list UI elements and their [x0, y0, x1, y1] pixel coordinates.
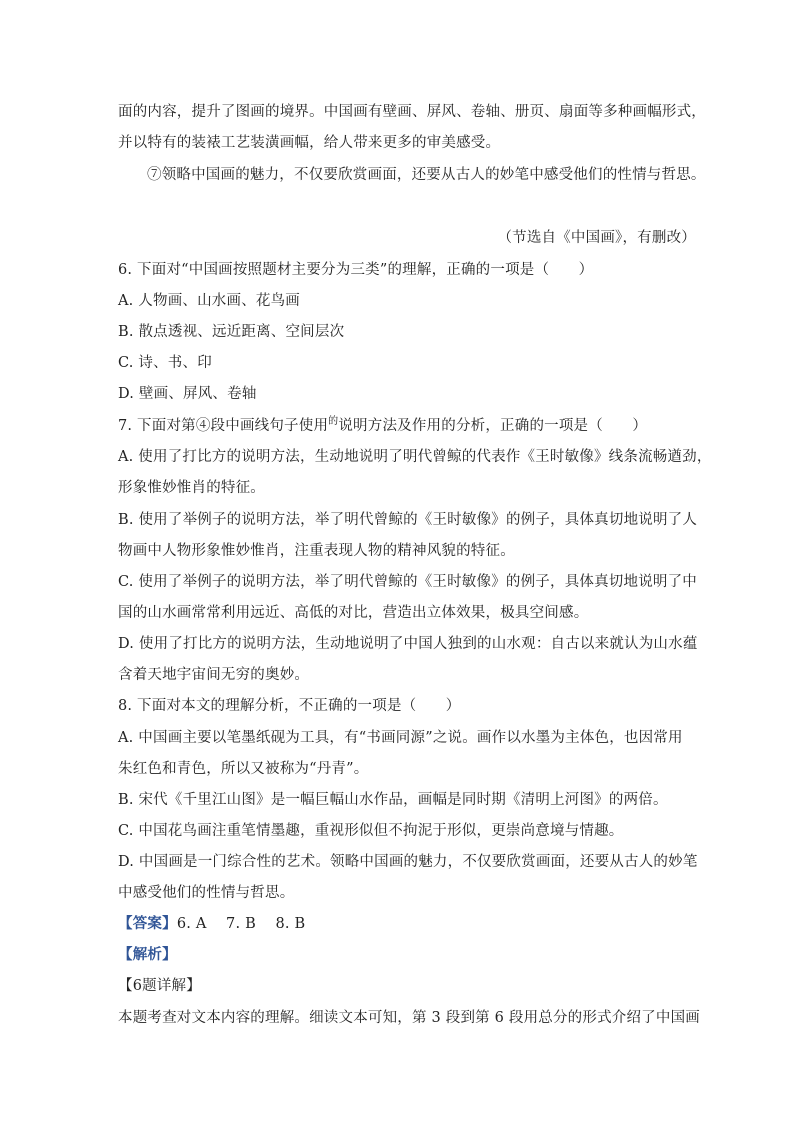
analysis-label: 【解析】	[118, 946, 177, 963]
q8-option-line: B. 宋代《千里江山图》是一幅巨幅山水作品，画幅是同时期《清明上河图》的两倍。	[118, 792, 668, 808]
q7-stem-part: 说明方法及作用的分析，正确的一项是（ ）	[338, 418, 648, 434]
q7-stem-superscript: 的	[328, 416, 339, 427]
q6-option-c: C. 诗、书、印	[118, 355, 212, 371]
q7-option-line: 形象惟妙惟肖的特征。	[118, 480, 265, 496]
q6-option-b: B. 散点透视、远近距离、空间层次	[118, 324, 345, 340]
answer-text: 6. A 7. B 8. B	[176, 916, 306, 932]
answer-label: 【答案】	[118, 915, 177, 932]
answer-line	[118, 914, 305, 934]
q7-option-line: B. 使用了举例子的说明方法，举了明代曾鲸的《王时敏像》的例子，具体真切地说明了人	[118, 512, 698, 528]
question-7-stem	[118, 416, 647, 438]
q8-option-line: C. 中国花鸟画注重笔情墨趣，重视形似但不拘泥于形似，更崇尚意境与情趣。	[118, 823, 624, 839]
q8-option-line: 朱红色和青色，所以又被称为“丹青”。	[118, 761, 369, 777]
question-8-stem: 8. 下面对本文的理解分析，不正确的一项是（ ）	[118, 698, 461, 714]
paragraph-7: ⑦领略中国画的魅力，不仅要欣赏画面，还要从古人的妙笔中感受他们的性情与哲思。	[147, 167, 706, 183]
q7-option-line: 含着天地宇宙间无穷的奥妙。	[118, 667, 310, 683]
q8-option-line: D. 中国画是一门综合性的艺术。领略中国画的魅力，不仅要欣赏画面，还要从古人的妙笔	[118, 854, 698, 870]
q7-option-line: 物画中人物形象惟妙惟肖，注重表现人物的精神风貌的特征。	[118, 543, 515, 559]
q6-option-d: D. 壁画、屏风、卷轴	[118, 386, 257, 402]
detail-label: 【6题详解】	[118, 978, 201, 994]
paragraph-line: 并以特有的装裱工艺装潢画幅，给人带来更多的审美感受。	[118, 135, 501, 151]
q7-option-line: A. 使用了打比方的说明方法，生动地说明了明代曾鲸的代表作《王时敏像》线条流畅遒劲，	[118, 449, 712, 465]
q7-option-line: C. 使用了举例子的说明方法，举了明代曾鲸的《王时敏像》的例子，具体真切地说明了中	[118, 574, 697, 590]
q8-option-line: A. 中国画主要以笔墨纸砚为工具，有“书画同源”之说。画作以水墨为主体色，也因常用	[118, 730, 683, 746]
detail-text: 本题考查对文本内容的理解。细读文本可知，第 3 段到第 6 段用总分的形式介绍了中国画	[118, 1010, 700, 1026]
q7-option-line: 国的山水画常常利用远近、高低的对比，营造出立体效果，极具空间感。	[118, 605, 589, 621]
question-6-stem: 6. 下面对“中国画按照题材主要分为三类”的理解，正确的一项是（ ）	[118, 262, 594, 278]
q7-stem-part: 7. 下面对第④段中画线句子使用	[118, 418, 329, 434]
q7-option-line: D. 使用了打比方的说明方法，生动地说明了中国人独到的山水观：自古以来就认为山水蕴	[118, 636, 698, 652]
paragraph-line: 面的内容，提升了图画的境界。中国画有壁画、屏风、卷轴、册页、扇面等多种画幅形式，	[118, 104, 706, 120]
source-note: （节选自《中国画》，有删改）	[497, 230, 696, 246]
q8-option-line: 中感受他们的性情与哲思。	[118, 885, 295, 901]
q6-option-a: A. 人物画、山水画、花鸟画	[118, 293, 300, 309]
